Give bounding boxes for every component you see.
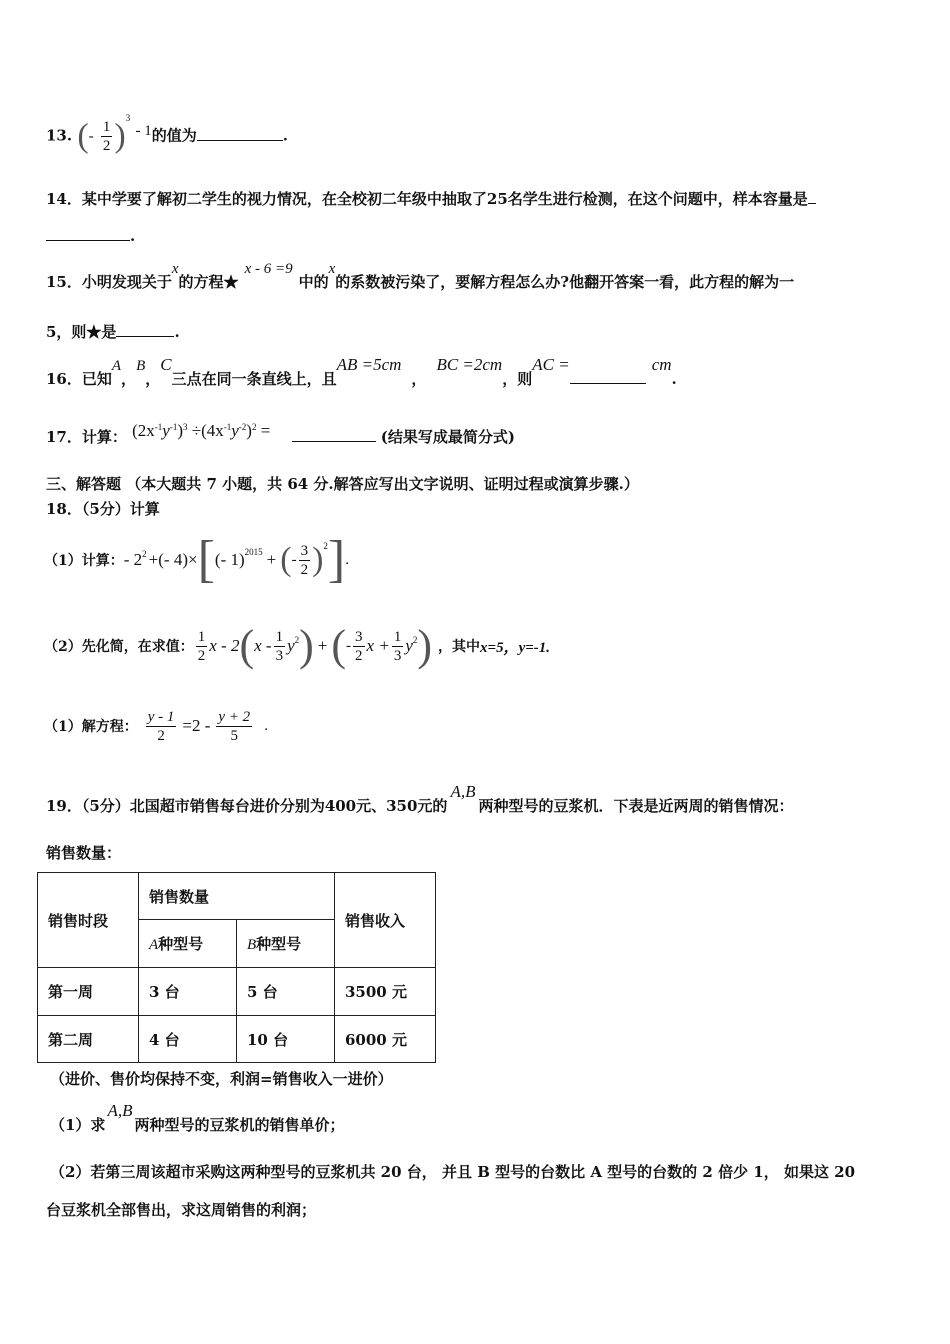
answer-blank[interactable] <box>570 369 646 384</box>
q18-p2-frac-2 <box>274 628 286 665</box>
q18-p3-end: . <box>264 717 268 734</box>
q15-text-2: 的方程★ <box>178 273 239 291</box>
question-19 <box>46 782 794 816</box>
q16-comma: ， <box>145 370 161 388</box>
q16-ac: AC = <box>532 355 570 374</box>
q16-comma: ， <box>121 370 137 388</box>
q19-note: （进价、售价均保持不变，利润=销售收入一进价） <box>50 1070 393 1088</box>
left-paren: ( <box>77 117 89 155</box>
q16-dot: . <box>671 370 677 388</box>
question-17 <box>46 421 515 447</box>
q13-frac-den: 2 <box>102 138 111 154</box>
q15-equation: x - 6 =9 <box>244 261 293 277</box>
q18-p2-frac-1 <box>196 628 208 665</box>
q18-p2-frac-4 <box>392 628 404 665</box>
q17-sup: -1 <box>154 422 163 432</box>
q16-unit: cm <box>651 355 672 374</box>
q17-part: ) <box>177 421 183 440</box>
left-paren: ( <box>239 621 255 670</box>
q19-text-2: 两种型号的豆浆机．下表是近两周的销售情况： <box>478 797 794 815</box>
q16-point-c: C <box>160 355 172 374</box>
cell-a: 4 台 <box>139 1016 237 1063</box>
q19-label: 销售数量： <box>46 844 122 862</box>
q18-part-1 <box>44 532 349 588</box>
q19-sub-2-cont: 台豆浆机全部售出，求这周销售的利润； <box>46 1201 317 1219</box>
q18-p1-label: （1）计算： <box>44 553 124 569</box>
q18-p2-neg: - <box>346 637 352 654</box>
q18-p2-y: y <box>287 636 295 655</box>
q18-p1-c: (- 1) <box>214 550 245 569</box>
q13-minus: - <box>88 128 94 145</box>
section-3-title: 三、解答题 （本大题共 7 小题，共 64 分.解答应写出文字说明、证明过程或演算步骤.） <box>46 475 639 493</box>
q13-number: 13. <box>46 126 73 145</box>
right-paren: ) <box>299 621 314 670</box>
q18-p2-plus: + <box>317 636 328 655</box>
q13-tail: - 1 <box>135 122 152 139</box>
q19-s1-text-1: （1）求 <box>50 1116 106 1134</box>
cell-income: 3500 元 <box>335 968 436 1016</box>
type-b-letter: B <box>247 937 257 953</box>
answer-blank[interactable] <box>197 126 283 141</box>
q18-p1-exp: 2 <box>323 541 328 551</box>
frac-num: 3 <box>355 628 363 645</box>
q18-part-3 <box>44 700 268 752</box>
q16-text-1: 16．已知 <box>46 370 112 388</box>
q19-sub-1 <box>50 1101 345 1135</box>
sales-table <box>37 872 436 1063</box>
q19-text-1: 19．（5分）北国超市销售每台进价分别为400元、350元的 <box>46 797 448 815</box>
cell-income: 6000 元 <box>335 1016 436 1063</box>
frac-den: 2 <box>157 727 165 744</box>
q18-p2-label: （2）先化简，在求值： <box>44 639 194 655</box>
answer-blank[interactable] <box>808 189 816 204</box>
q17-text-1: 17．计算： <box>46 428 127 446</box>
header-income: 销售收入 <box>335 873 436 968</box>
question-16 <box>46 355 677 389</box>
q18-p1-minus: - <box>291 551 297 568</box>
right-paren: ) <box>312 541 324 578</box>
frac-num: 1 <box>275 628 284 645</box>
q17-part: ) <box>246 421 252 440</box>
cell-b: 5 台 <box>237 968 335 1016</box>
header-type-a <box>139 920 237 968</box>
q15-var-x-2: x <box>328 261 336 277</box>
frac-num: y + 2 <box>218 708 251 725</box>
q17-part: y <box>162 421 170 440</box>
q17-sup: -2 <box>238 422 247 432</box>
type-a-letter: A <box>149 937 159 953</box>
question-14 <box>46 188 816 209</box>
q18-p1-c-sup: 2015 <box>244 547 263 557</box>
question-15 <box>46 261 795 292</box>
frac-num: 1 <box>393 628 402 645</box>
frac-den: 2 <box>355 647 363 664</box>
table-row <box>38 968 436 1016</box>
question-13: 13. (- $\frac{1}{2}$ )$^3$ - 1的值为 . <box>46 112 288 155</box>
q15-line2: 5，则★是 <box>46 323 117 341</box>
q18-p2-in: x - <box>254 636 272 655</box>
header-qty: 销售数量 <box>139 873 335 920</box>
q18-p2-y2: y <box>405 636 413 655</box>
q14-text: 14．某中学要了解初二学生的视力情况，在全校初二年级中抽取了25名学生进行检测，在这个问题中，样本容量是 <box>46 190 808 208</box>
q16-point-b: B <box>136 358 146 374</box>
q18-p1-d: + <box>266 550 277 569</box>
answer-blank[interactable] <box>292 427 376 442</box>
cell-a: 3 台 <box>139 968 237 1016</box>
question-14-cont: . <box>46 226 135 245</box>
header-period: 销售时段 <box>38 873 139 968</box>
q18-p1-a: - 2 <box>123 550 143 569</box>
q18-p2-tail: ，其中 <box>438 639 481 655</box>
right-bracket: ] <box>327 531 346 588</box>
q17-text-2: (结果写成最简分式) <box>380 428 515 446</box>
q16-text-3: ，则 <box>502 370 533 388</box>
left-paren: ( <box>331 621 347 670</box>
q18-p1-end: . <box>345 551 349 568</box>
q17-part: = <box>256 421 271 440</box>
q19-sub-2: （2）若第三周该超市采购这两种型号的豆浆机共 20 台， 并且 B 型号的台数比 A 型号的台数的 2 倍少 1， 如果这 20 <box>50 1163 856 1181</box>
q17-expression <box>132 422 270 440</box>
q18-p2-condition: x=5，y=-1. <box>480 639 551 656</box>
q18-p3-label: （1）解方程： <box>44 719 138 735</box>
q17-sup: 2 <box>251 422 257 432</box>
answer-blank[interactable] <box>116 322 174 337</box>
answer-blank[interactable] <box>46 226 130 241</box>
q13-text: 的值为 <box>151 126 197 145</box>
frac-den: 2 <box>197 647 206 664</box>
q16-point-a: A <box>111 358 122 374</box>
question-18-head: 18．（5分）计算 <box>46 500 160 518</box>
q16-ab: AB =5cm <box>336 355 402 374</box>
right-paren: ) <box>114 117 126 155</box>
q17-sup: -1 <box>169 422 178 432</box>
q19-ab: A,B <box>450 782 476 801</box>
q17-sup: 3 <box>183 422 188 432</box>
q15-text-1: 15．小明发现关于 <box>46 273 172 291</box>
q15-text-3: 中的 <box>298 273 329 291</box>
q18-p1-fraction <box>299 542 311 579</box>
frac-den: 5 <box>230 727 239 744</box>
q18-p2-x2: x + <box>366 636 390 655</box>
q17-part: ÷(4x <box>187 421 224 440</box>
frac-num: y - 1 <box>147 708 175 725</box>
q18-p3-mid: =2 - <box>182 716 211 735</box>
cell-b: 10 台 <box>237 1016 335 1063</box>
q18-part-2 <box>44 618 550 674</box>
type-a-text: 种型号 <box>158 935 204 953</box>
q18-p1-b: +(- 4)× <box>148 550 198 569</box>
cell-period: 第一周 <box>38 968 139 1016</box>
q18-p2-frac-3 <box>353 628 365 665</box>
type-b-text: 种型号 <box>256 935 302 953</box>
question-15-cont: 5，则★是 . <box>46 323 180 341</box>
table-row <box>38 1016 436 1063</box>
q15-text-4: 的系数被污染了，要解方程怎么办?他翻开答案一看，此方程的解为一 <box>335 273 795 291</box>
left-paren: ( <box>280 541 292 578</box>
q17-part: (2x <box>132 421 155 440</box>
q19-s1-ab: A,B <box>107 1101 133 1120</box>
q16-text-2: 三点在同一条直线上，且 <box>171 370 337 388</box>
frac-num: 1 <box>197 628 206 645</box>
q13-exponent: 3 <box>125 112 131 123</box>
q13-frac-num: 1 <box>102 119 111 135</box>
q16-comma: ， <box>411 370 427 388</box>
left-bracket: [ <box>197 531 215 588</box>
q18-p3-frac-2 <box>216 708 252 745</box>
q18-p2-y-sup: 2 <box>294 635 300 645</box>
frac-den: 2 <box>300 561 309 578</box>
q18-p3-frac-1 <box>146 708 177 745</box>
q13-fraction <box>101 118 113 155</box>
frac-den: 3 <box>275 647 284 664</box>
right-paren: ) <box>417 621 433 670</box>
q18-p2-y2-sup: 2 <box>412 635 418 645</box>
q18-p2-x: x - 2 <box>209 636 240 655</box>
cell-period: 第二周 <box>38 1016 139 1063</box>
q17-sup: -1 <box>223 422 232 432</box>
frac-den: 3 <box>393 647 402 664</box>
q15-var-x: x <box>171 261 179 277</box>
frac-num: 3 <box>300 542 309 559</box>
q19-s1-text-2: 两种型号的豆浆机的销售单价； <box>134 1116 345 1134</box>
q18-p1-a-sup: 2 <box>142 549 147 559</box>
q17-part: y <box>231 421 239 440</box>
header-type-b <box>237 920 335 968</box>
q16-bc: BC =2cm <box>436 355 503 374</box>
